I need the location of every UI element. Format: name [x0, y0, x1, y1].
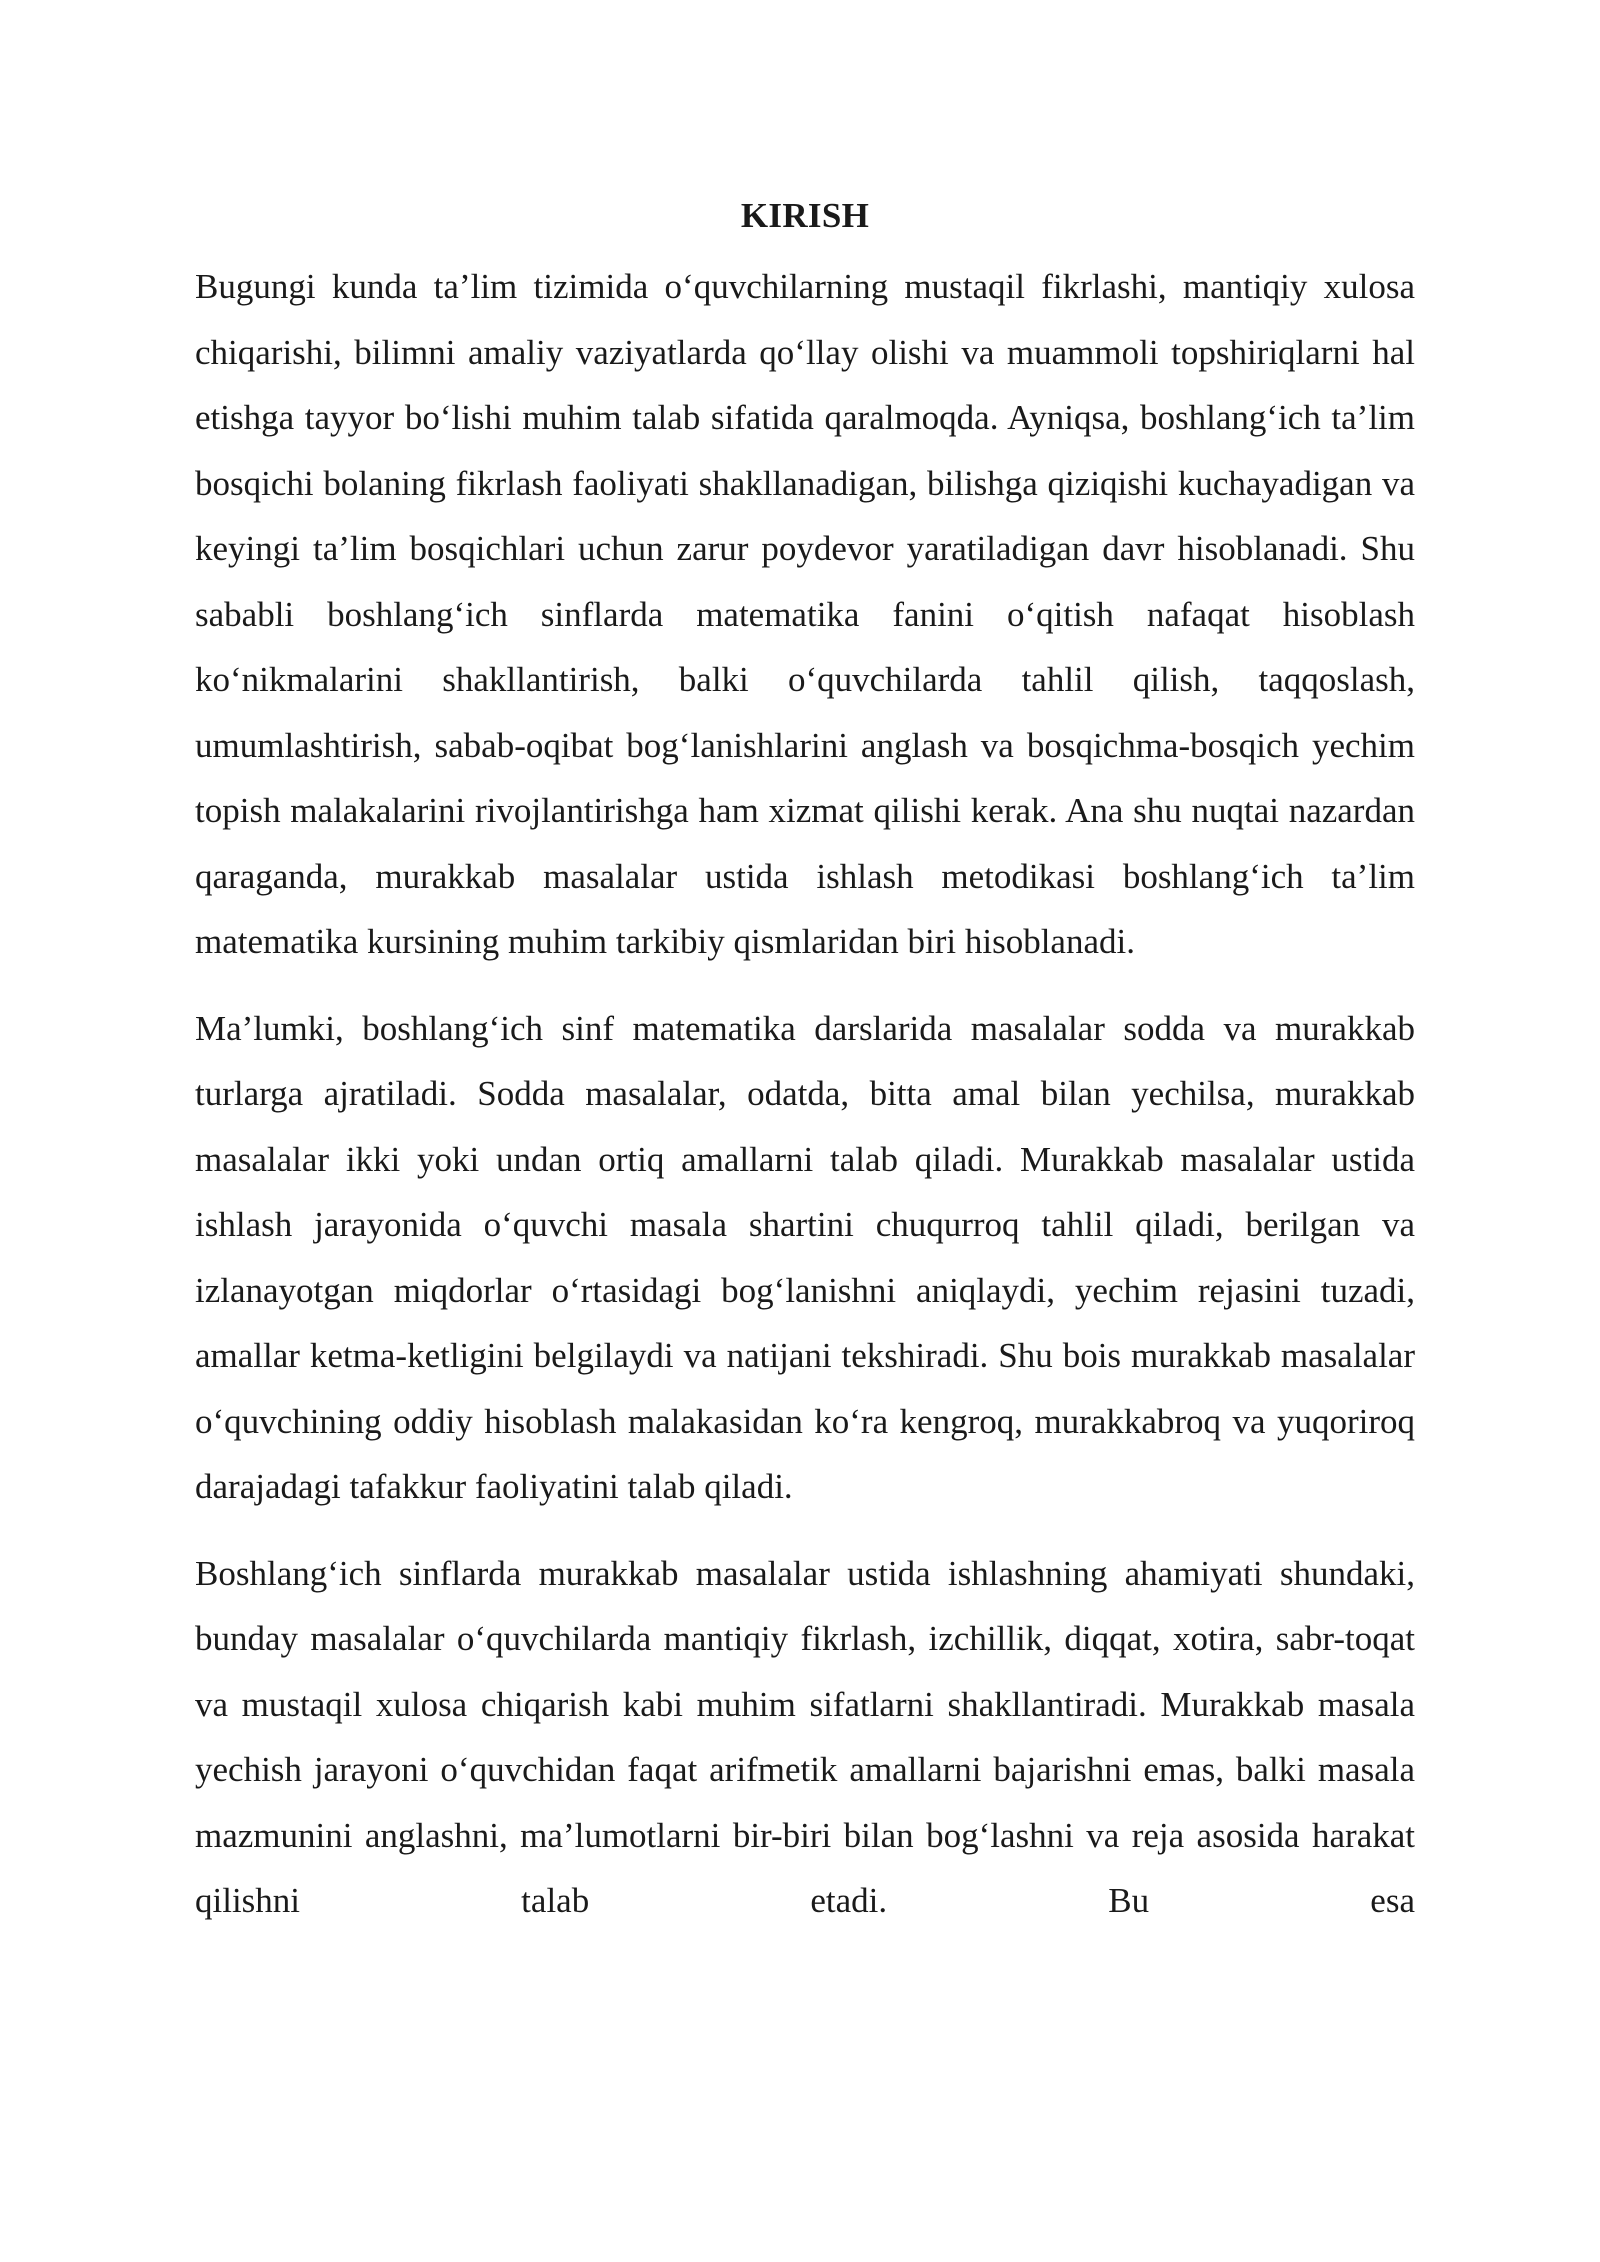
- document-body: [195, 188, 1415, 1934]
- document-title: KIRISH: [740, 196, 870, 235]
- paragraph-2: Ma’lumki, boshlang‘ich sinf matematika darslarida masalalar sodda va murakkab turlarga ajratiladi. Sodda masalalar, odatda, bitta amal bilan yechilsa, murakkab masalalar ikki yoki undan ortiq amallarni talab qiladi. Murakkab masalalar ustida ishlash jarayonida o‘quvchi masala shartini chuqurroq tahlil qiladi, berilgan va izlanayotgan miqdorlar o‘rtasidagi bog‘lanishni aniqlaydi, yechim rejasini tuzadi, amallar ketma-ketligini belgilaydi va natijani tekshiradi. Shu bois murakkab masalalar o‘quvchining oddiy hisoblash malakasidan ko‘ra kengroq, murakkabroq va yuqoriroq darajadagi tafakkur faoliyatini talab qiladi.: [195, 1008, 1415, 1506]
- paragraph-3: Boshlang‘ich sinflarda murakkab masalalar ustida ishlashning ahamiyati shundaki, bunday masalalar o‘quvchilarda mantiqiy fikrlash, izchillik, diqqat, xotira, sabr-toqat va mustaqil xulosa chiqarish kabi muhim sifatlarni shakllantiradi. Murakkab masala yechish jarayoni o‘quvchidan faqat arifmetik amallarni bajarishni emas, balki masala mazmunini anglashni, ma’lumotlarni bir-biri bilan bog‘lashni va reja asosida harakat qilishni talab etadi. Bu esa: [195, 1553, 1415, 1920]
- paragraph-1: Bugungi kunda ta’lim tizimida o‘quvchilarning mustaqil fikrlashi, mantiqiy xulosa chiqarishi, bilimni amaliy vaziyatlarda qo‘llay olishi va muammoli topshiriqlarni hal etishga tayyor bo‘lishi muhim talab sifatida qaralmoqda. Ayniqsa, boshlang‘ich ta’lim bosqichi bolaning fikrlash faoliyati shakllanadigan, bilishga qiziqishi kuchayadigan va keyingi ta’lim bosqichlari uchun zarur poydevor yaratiladigan davr hisoblanadi. Shu sababli boshlang‘ich sinflarda matematika fanini o‘qitish nafaqat hisoblash ko‘nikmalarini shakllantirish, balki o‘quvchilarda tahlil qilish, taqqoslash, umumlashtirish, sabab-oqibat bog‘lanishlarini anglash va bosqichma-bosqich yechim topish malakalarini rivojlantirishga ham xizmat qilishi kerak. Ana shu nuqtai nazardan qaraganda, murakkab masalalar ustida ishlash metodikasi boshlang‘ich ta’lim matematika kursining muhim tarkibiy qismlaridan biri hisoblanadi.: [195, 267, 1415, 961]
